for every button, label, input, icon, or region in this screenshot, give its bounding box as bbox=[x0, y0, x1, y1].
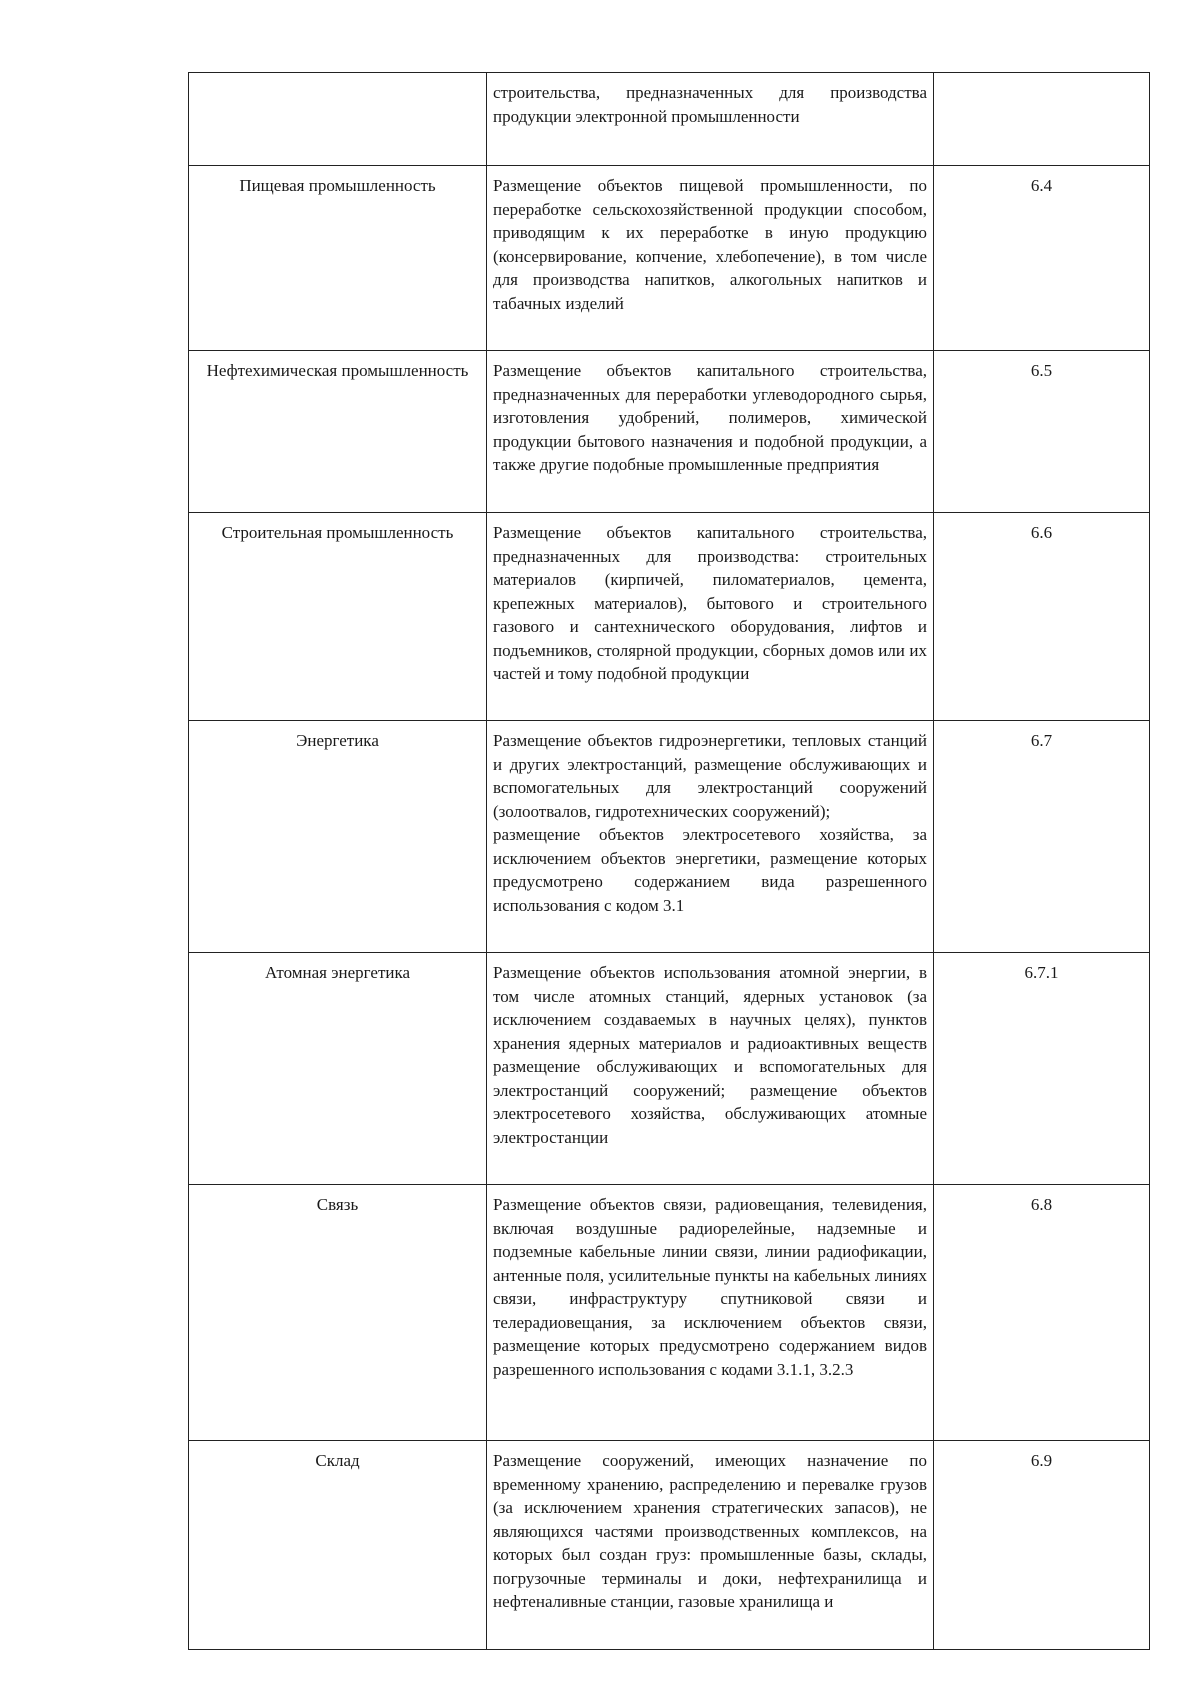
table-row bbox=[189, 721, 1150, 953]
description-paragraph: Размещение сооружений, имеющих назначение по временному хранению, распределению и перевалке грузов (за исключением хранения стратегических запасов), не являющихся частями производственных комплексов, на которых был создан груз: промышленные базы, склады, погрузочные терминалы и доки, нефтехранилища и нефтеналивные станции, газовые хранилища и bbox=[493, 1451, 927, 1611]
use-description bbox=[487, 166, 934, 351]
use-description bbox=[487, 953, 934, 1185]
use-description bbox=[487, 351, 934, 513]
use-name: Энергетика bbox=[189, 721, 487, 953]
use-name: Атомная энергетика bbox=[189, 953, 487, 1185]
use-name: Нефтехимическая промышленность bbox=[189, 351, 487, 513]
use-name: Пищевая промышленность bbox=[189, 166, 487, 351]
use-code: 6.7.1 bbox=[934, 953, 1150, 1185]
table-row bbox=[189, 1185, 1150, 1441]
table-row bbox=[189, 351, 1150, 513]
description-paragraph: Размещение объектов гидроэнергетики, тепловых станций и других электростанций, размещение обслуживающих и вспомогательных для электростанций сооружений (золоотвалов, гидротехнических сооружений); bbox=[493, 731, 927, 821]
use-description bbox=[487, 1185, 934, 1441]
use-name: Строительная промышленность bbox=[189, 513, 487, 721]
description-paragraph: строительства, предназначенных для производства продукции электронной промышленности bbox=[493, 83, 927, 126]
table-row bbox=[189, 1441, 1150, 1650]
use-code: 6.9 bbox=[934, 1441, 1150, 1650]
use-description bbox=[487, 1441, 934, 1650]
use-description bbox=[487, 721, 934, 953]
description-paragraph: Размещение объектов использования атомной энергии, в том числе атомных станций, ядерных установок (за исключением создаваемых в научных целях), пунктов хранения ядерных материалов и радиоактивных веществ размещение обслуживающих и вспомогательных для электростанций сооружений; размещение объектов электросетевого хозяйства, обслуживающих атомные электростанции bbox=[493, 963, 927, 1147]
use-code bbox=[934, 73, 1150, 166]
use-code: 6.5 bbox=[934, 351, 1150, 513]
description-paragraph: Размещение объектов капитального строительства, предназначенных для производства: строительных материалов (кирпичей, пиломатериалов, цемента, крепежных материалов), бытового и строительного газового и сантехнического оборудования, лифтов и подъемников, столярной продукции, сборных домов или их частей и тому подобной продукции bbox=[493, 523, 927, 683]
use-name: Склад bbox=[189, 1441, 487, 1650]
table-row bbox=[189, 166, 1150, 351]
description-paragraph: Размещение объектов пищевой промышленности, по переработке сельскохозяйственной продукции способом, приводящим к их переработке в иную продукцию (консервирование, копчение, хлебопечение), в том числе для производства напитков, алкогольных напитков и табачных изделий bbox=[493, 176, 927, 313]
description-paragraph: размещение объектов электросетевого хозяйства, за исключением объектов энергетики, размещение которых предусмотрено содержанием вида разрешенного использования с кодом 3.1 bbox=[493, 825, 927, 915]
table-row bbox=[189, 953, 1150, 1185]
use-code: 6.4 bbox=[934, 166, 1150, 351]
use-name bbox=[189, 73, 487, 166]
description-paragraph: Размещение объектов капитального строительства, предназначенных для переработки углеводородного сырья, изготовления удобрений, полимеров, химической продукции бытового назначения и подобной продукции, а также другие подобные промышленные предприятия bbox=[493, 361, 927, 474]
use-code: 6.6 bbox=[934, 513, 1150, 721]
use-code: 6.7 bbox=[934, 721, 1150, 953]
use-code: 6.8 bbox=[934, 1185, 1150, 1441]
use-description bbox=[487, 513, 934, 721]
use-name: Связь bbox=[189, 1185, 487, 1441]
table-row bbox=[189, 513, 1150, 721]
table-row bbox=[189, 73, 1150, 166]
description-paragraph: Размещение объектов связи, радиовещания, телевидения, включая воздушные радиорелейные, надземные и подземные кабельные линии связи, линии радиофикации, антенные поля, усилительные пункты на кабельных линиях связи, инфраструктуру спутниковой связи и телерадиовещания, за исключением объектов связи, размещение которых предусмотрено содержанием видов разрешенного использования с кодами 3.1.1, 3.2.3 bbox=[493, 1195, 927, 1379]
use-description bbox=[487, 73, 934, 166]
land-use-table bbox=[188, 72, 1150, 1650]
